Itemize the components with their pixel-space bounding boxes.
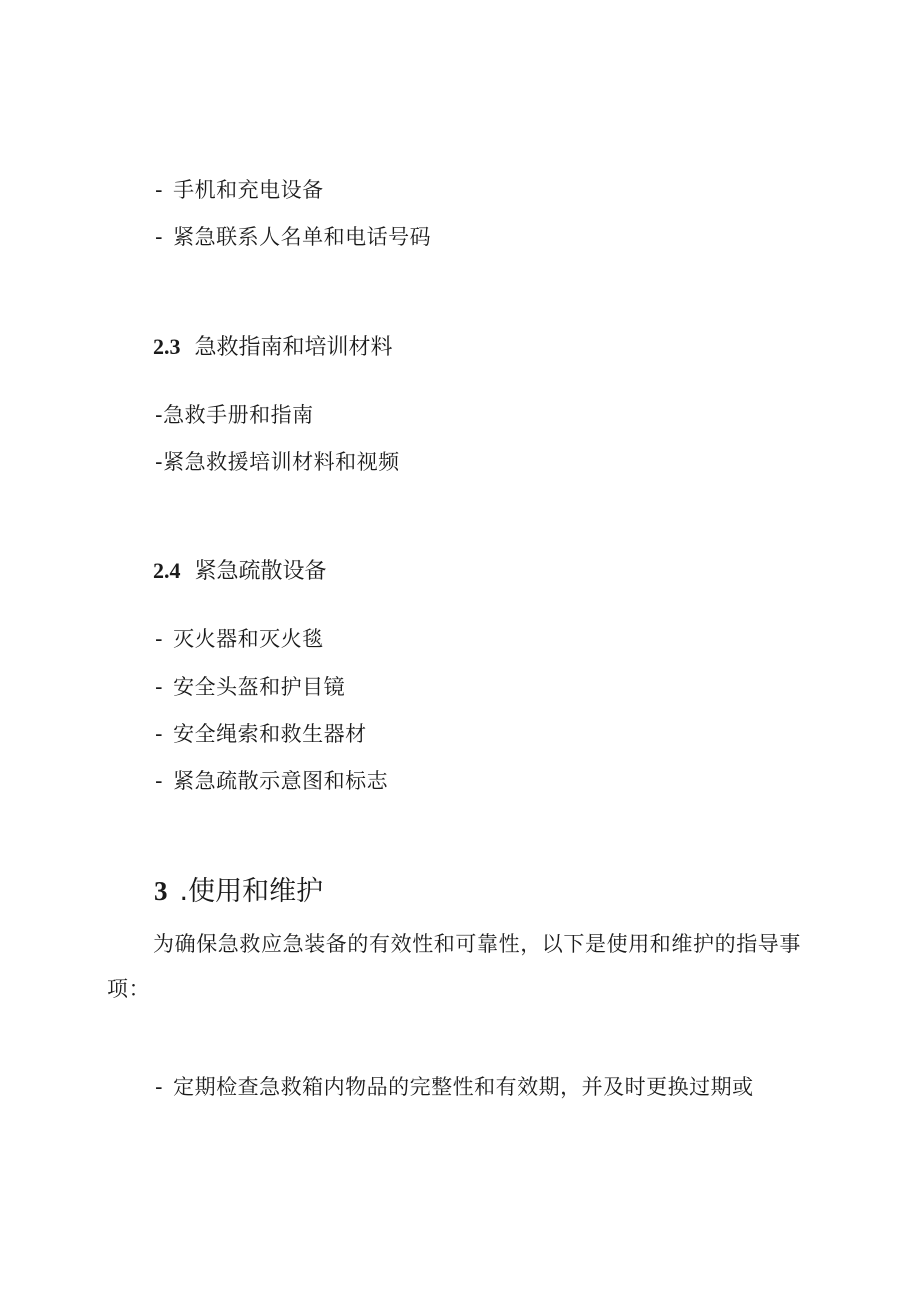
list-item bbox=[155, 1073, 754, 1101]
list-dash: - bbox=[155, 769, 164, 793]
list-item-text: 紧急联系人名单和电话号码 bbox=[173, 225, 432, 249]
section-title: .使用和维护 bbox=[179, 876, 324, 907]
list-item bbox=[155, 767, 388, 795]
paragraph-line bbox=[107, 975, 150, 1003]
section-number: 3 bbox=[154, 876, 168, 906]
section-heading-2-4 bbox=[153, 557, 327, 586]
section-title: 紧急疏散设备 bbox=[194, 559, 327, 584]
list-item-text: 手机和充电设备 bbox=[173, 178, 324, 202]
section-heading-2-3 bbox=[153, 333, 393, 362]
list-dash: - bbox=[155, 722, 164, 746]
paragraph-line bbox=[153, 930, 801, 958]
paragraph-text: 项： bbox=[107, 977, 151, 1001]
list-dash: - bbox=[155, 178, 164, 202]
paragraph-text: 为确保急救应急装备的有效性和可靠性，以下是使用和维护的指导事 bbox=[153, 932, 801, 956]
list-item bbox=[155, 720, 367, 748]
list-item bbox=[155, 673, 345, 701]
list-item-text: 紧急救援培训材料和视频 bbox=[163, 450, 400, 474]
list-item-text: 安全头盔和护目镜 bbox=[173, 675, 346, 699]
section-title: 急救指南和培训材料 bbox=[194, 335, 393, 360]
list-item bbox=[155, 223, 431, 251]
list-item bbox=[155, 448, 400, 476]
list-dash: - bbox=[155, 225, 164, 249]
list-dash: - bbox=[155, 627, 164, 651]
list-item bbox=[155, 401, 314, 429]
list-dash: - bbox=[155, 450, 164, 474]
list-item bbox=[155, 625, 324, 653]
list-item-text: 定期检查急救箱内物品的完整性和有效期，并及时更换过期或 bbox=[173, 1075, 754, 1099]
section-heading-3 bbox=[154, 874, 323, 909]
section-number: 2.4 bbox=[153, 558, 181, 583]
list-item-text: 急救手册和指南 bbox=[163, 403, 314, 427]
list-item bbox=[155, 176, 324, 204]
list-dash: - bbox=[155, 1075, 164, 1099]
list-item-text: 灭火器和灭火毯 bbox=[173, 627, 324, 651]
list-dash: - bbox=[155, 403, 164, 427]
list-dash: - bbox=[155, 675, 164, 699]
list-item-text: 安全绳索和救生器材 bbox=[173, 722, 367, 746]
list-item-text: 紧急疏散示意图和标志 bbox=[173, 769, 389, 793]
section-number: 2.3 bbox=[153, 334, 181, 359]
